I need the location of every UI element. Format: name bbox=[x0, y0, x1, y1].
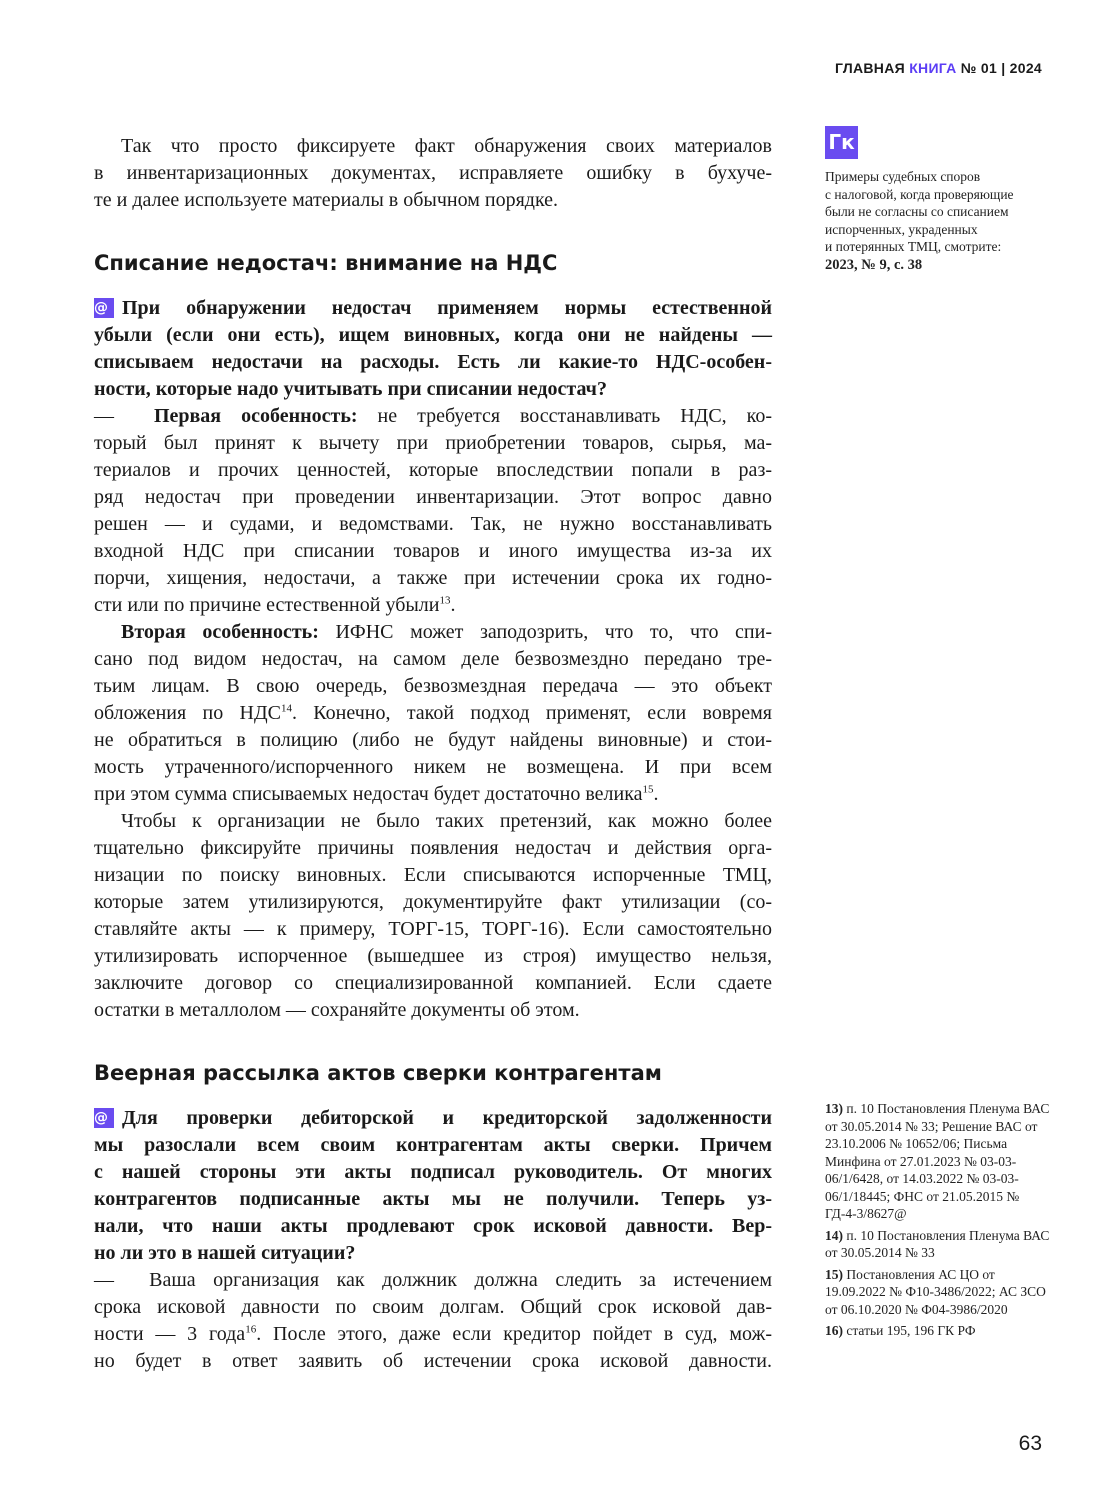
text-line: не обратиться в полицию (либо не будут найдены виновные) и стои- bbox=[94, 729, 772, 751]
footnote-text: п. 10 Постановления Пленума ВАС от 30.05.2014 № 33; Решение ВАС от 23.10.2006 № 10652/06; Письма Минфина от 27.01.2023 № 03-03-06/1/6428, от 14.03.2022 № 03-03-06/1/18445; ФНС от 21.05.2015 № ГД-4-3/8627@ bbox=[825, 1101, 1050, 1221]
footnotes bbox=[825, 1100, 1050, 1344]
answer-line: обложения по НДС$^{14}$. Конечно, такой подход применят, если вовремя bbox=[94, 702, 773, 724]
text-line: контрагентов подписанные акты мы не получили. Теперь уз- bbox=[94, 1188, 772, 1210]
sidebar-note-line: Примеры судебных споров bbox=[825, 169, 981, 184]
text-line: те и далее используете материалы в обычном порядке. bbox=[94, 189, 559, 211]
answer-line: сти или по причине естественной убыли$^{13}$. bbox=[94, 594, 456, 616]
sidebar-note-line: и потерянных ТМЦ, смотрите: bbox=[825, 239, 1002, 254]
text-line: тьим лицам. В свою очередь, безвозмездная передача — это объект bbox=[94, 675, 772, 697]
answer-line: — Первая особенность: не требуется восстанавливать НДС, ко- bbox=[94, 405, 772, 427]
footnote bbox=[825, 1227, 1050, 1262]
question-at-icon: @ bbox=[94, 1108, 114, 1128]
footnote bbox=[825, 1100, 1050, 1223]
section-heading: Списание недостач: внимание на НДС bbox=[94, 251, 558, 275]
text-line: ряд недостач при проведении инвентаризации. Этот вопрос давно bbox=[94, 486, 772, 508]
text-line: убыли (если они есть), ищем виновных, когда они не найдены — bbox=[94, 324, 772, 346]
footnote-ref[interactable]: 16 bbox=[245, 1323, 257, 1336]
text-line: тщательно фиксируйте причины появления недостач и действия орга- bbox=[94, 837, 772, 859]
footnote-ref[interactable]: 13 bbox=[439, 594, 451, 607]
answer-line: при этом сумма списываемых недостач будет достаточно велика$^{15}$. bbox=[94, 783, 659, 805]
text-line: заключите договор со специализированной компанией. Если сдаете bbox=[94, 972, 772, 994]
answer-line: срока исковой давности по своим долгам. Общий срок исковой дав- bbox=[94, 1296, 772, 1318]
text-line: списываем недостачи на расходы. Есть ли какие-то НДС-особен- bbox=[94, 351, 772, 373]
sidebar-note bbox=[825, 168, 1050, 274]
answer-line: но будет в ответ заявить об истечении срока исковой давности. bbox=[94, 1350, 772, 1372]
footnote-number: 15) bbox=[825, 1266, 843, 1282]
text-line: @ При обнаружении недостач применяем нормы естественной bbox=[94, 297, 772, 319]
question-at-icon: @ bbox=[94, 298, 114, 318]
text-line: Так что просто фиксируете факт обнаружения своих материалов bbox=[121, 135, 772, 157]
text-line: с нашей стороны эти акты подписал руководитель. От многих bbox=[94, 1161, 772, 1183]
footnote-text: п. 10 Постановления Пленума ВАС от 30.05.2014 № 33 bbox=[825, 1227, 1050, 1260]
text-line: @ Для проверки дебиторской и кредиторской задолженности bbox=[94, 1107, 772, 1129]
page-number: 63 bbox=[1018, 1432, 1042, 1455]
sidebar-note-line: были не согласны со списанием bbox=[825, 204, 1009, 219]
footnote-number: 14) bbox=[825, 1227, 843, 1243]
footnote-ref[interactable]: 14 bbox=[280, 702, 292, 715]
footnote bbox=[825, 1322, 1050, 1340]
text-line: порчи, хищения, недостачи, а также при истечении срока их годно- bbox=[94, 567, 772, 589]
footnote-ref[interactable]: 15 bbox=[642, 783, 654, 796]
sidebar-note-line: с налоговой, когда проверяющие bbox=[825, 186, 1014, 202]
text-line: низации по поиску виновных. Если списываются испорченные ТМЦ, bbox=[94, 864, 772, 886]
gk-logo-icon: Гк bbox=[825, 126, 858, 159]
text-line: териалов и прочих ценностей, которые впоследствии попали в раз- bbox=[94, 459, 772, 481]
answer-line: Вторая особенность: ИФНС может заподозрить, что то, что спи- bbox=[121, 621, 772, 643]
text-line: сано под видом недостач, на самом деле безвозмездно передано тре- bbox=[94, 648, 772, 670]
text-line: ставляйте акты — к примеру, ТОРГ-15, ТОРГ-16). Если самостоятельно bbox=[94, 918, 772, 940]
footnote-number: 16) bbox=[825, 1323, 843, 1338]
footnote bbox=[825, 1266, 1050, 1319]
text-line: утилизировать испорченное (вышедшее из строя) имущество нельзя, bbox=[94, 945, 772, 967]
section-heading: Веерная рассылка актов сверки контрагентам bbox=[94, 1061, 662, 1085]
text-line: Чтобы к организации не было таких претензий, как можно более bbox=[121, 810, 772, 832]
footnote-number: 13) bbox=[825, 1101, 843, 1116]
paragraph bbox=[94, 808, 772, 1024]
issue-number: № 01 | 2024 bbox=[960, 60, 1042, 76]
answer-line: ности — 3 года$^{16}$. После этого, даже если кредитор пойдет в суд, мож- bbox=[94, 1323, 772, 1345]
sidebar-note-line: испорченных, украденных bbox=[825, 221, 978, 237]
answer-line: — Ваша организация как должник должна следить за истечением bbox=[94, 1269, 773, 1291]
answer bbox=[94, 430, 772, 592]
paragraph bbox=[94, 133, 772, 214]
text-line: которые затем утилизируются, документируйте факт утилизации (со- bbox=[94, 891, 772, 913]
text-line: нали, что наши акты продлевают срок исковой давности. Вер- bbox=[94, 1215, 772, 1237]
text-line: но ли это в нашей ситуации? bbox=[94, 1242, 356, 1264]
article-body bbox=[94, 133, 772, 1375]
text-line: решен — и судами, и ведомствами. Так, не нужно восстанавливать bbox=[94, 513, 772, 535]
question bbox=[94, 295, 772, 403]
text-line: в инвентаризационных документах, исправляете ошибку в бухуче- bbox=[94, 162, 772, 184]
text-line: остатки в металлолом — сохраняйте документы об этом. bbox=[94, 999, 580, 1021]
running-header bbox=[835, 60, 1042, 76]
brand-name: ГЛАВНАЯ bbox=[834, 60, 905, 76]
footnote-text: Постановления АС ЦО от 19.09.2022 № Ф10-3486/2022; АС ЗСО от 06.10.2020 № Ф04-3986/2020 bbox=[825, 1266, 1046, 1317]
sidebar-reference[interactable]: 2023, № 9, с. 38 bbox=[825, 256, 923, 273]
brand-name-accent: КНИГА bbox=[909, 60, 957, 76]
footnote-text: статьи 195, 196 ГК РФ bbox=[846, 1323, 976, 1338]
text-line: мость утраченного/испорченного никем не возмещена. И при всем bbox=[94, 756, 772, 778]
text-line: входной НДС при списании товаров и иного имущества из-за их bbox=[94, 540, 772, 562]
question bbox=[94, 1105, 772, 1267]
text-line: мы разослали всем своим контрагентам акты сверки. Причем bbox=[94, 1134, 772, 1156]
text-line: торый был принят к вычету при приобретении товаров, сырья, ма- bbox=[94, 432, 772, 454]
text-line: ности, которые надо учитывать при списании недостач? bbox=[94, 378, 607, 400]
